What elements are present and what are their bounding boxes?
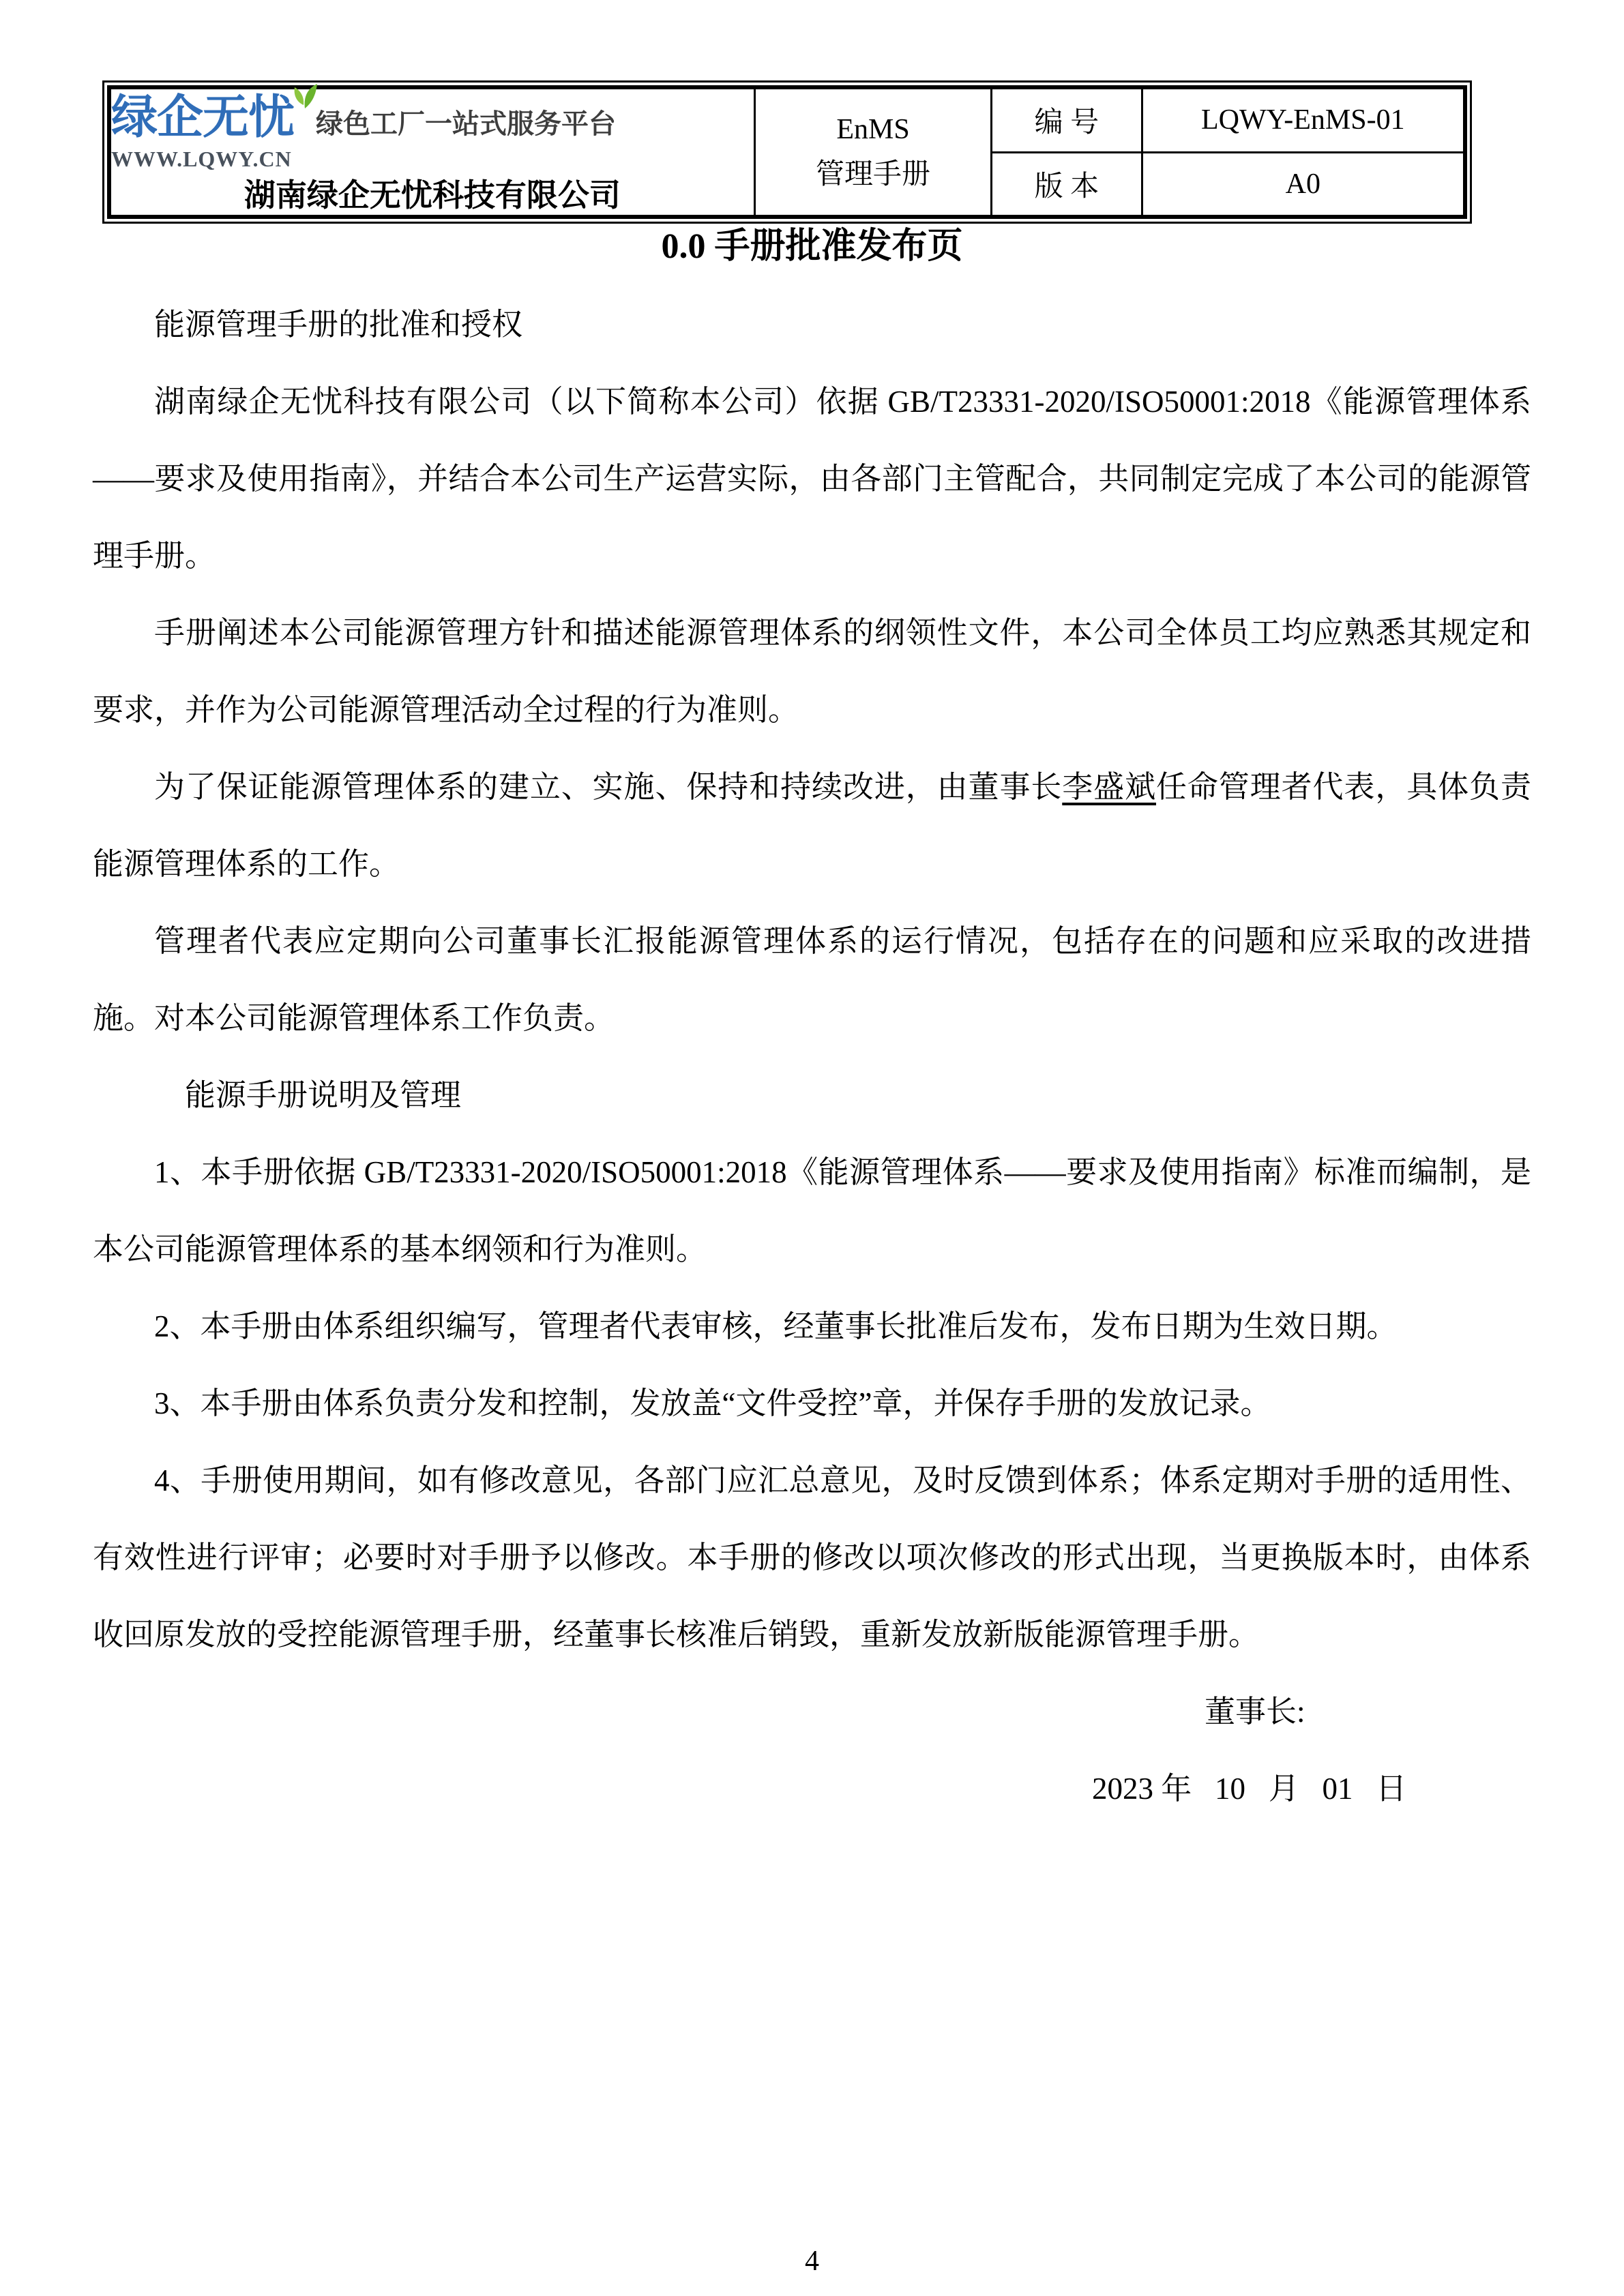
para-manual-scope: 手册阐述本公司能源管理方针和描述能源管理体系的纲领性文件，本公司全体员工均应熟悉其规定和要求，并作为公司能源管理活动全过程的行为准则。 — [93, 616, 1531, 727]
doc-no-label: 编 号 — [992, 89, 1142, 153]
logo-tagline: 绿色工厂一站式服务平台 — [316, 109, 617, 139]
company-name: 湖南绿企无忧科技有限公司 — [243, 177, 621, 213]
para-rule-1: 1、本手册依据 GB/T23331-2020/ISO50001:2018《能源管理体系——要求及使用指南》标准而编制，是本公司能源管理体系的基本纲领和行为准则。 — [93, 1155, 1531, 1266]
para-manual-management-heading: 能源手册说明及管理 — [185, 1078, 462, 1112]
para-intro: 湖南绿企无忧科技有限公司（以下简称本公司）依据 GB/T23331-2020/ISO50001:2018《能源管理体系——要求及使用指南》，并结合本公司生产运营实际，由各部门主管配合，共同制定完成了本公司的能源管理手册。 — [93, 385, 1531, 573]
para-rule-4: 4、手册使用期间，如有修改意见，各部门应汇总意见，及时反馈到体系；体系定期对手册的适用性、有效性进行评审；必要时对手册予以修改。本手册的修改以项次修改的形式出现，当更换版本时，由体系收回原发放的受控能源管理手册，经董事长核准后销毁，重新发放新版能源管理手册。 — [93, 1463, 1531, 1652]
para-rule-3: 3、本手册由体系负责分发和控制，发放盖“文件受控”章，并保存手册的发放记录。 — [154, 1386, 1271, 1420]
version-label: 版 本 — [992, 152, 1142, 216]
para-management-rep: 为了保证能源管理体系的建立、实施、保持和持续改进，由董事长李盛斌任命管理者代表，具体负责能源管理体系的工作。 — [93, 770, 1531, 881]
brand-logo — [111, 89, 294, 173]
doc-type-line2: 管理手册 — [816, 159, 931, 190]
page-title: 0.0 手册批准发布页 — [661, 227, 963, 266]
brand-logo-text: 绿企无忧 — [111, 91, 295, 143]
logo-company-cell — [110, 89, 755, 216]
logo-block — [111, 89, 754, 173]
header-table — [102, 80, 1472, 224]
signature-role: 董事长: — [1205, 1695, 1305, 1729]
signature-date: 2023 年 10 月 01 日 — [1092, 1772, 1407, 1806]
para-rep-duty: 管理者代表应定期向公司董事长汇报能源管理体系的运行情况，包括存在的问题和应采取的改进措施。对本公司能源管理体系工作负责。 — [93, 924, 1531, 1035]
logo-url-text: WWW.LQWY.CN — [111, 147, 292, 171]
document-body — [0, 286, 1624, 1828]
leaf-icon — [287, 83, 320, 113]
page-number: 4 — [805, 2246, 819, 2277]
doc-type-line1: EnMS — [836, 114, 910, 145]
para-rule-2: 2、本手册由体系组织编写，管理者代表审核，经董事长批准后发布，发布日期为生效日期。 — [154, 1309, 1398, 1343]
doc-type-cell — [754, 89, 991, 216]
version-value: A0 — [1142, 152, 1464, 216]
document-content — [0, 225, 1624, 1828]
doc-no-value: LQWY-EnMS-01 — [1142, 89, 1464, 153]
header-table-grid — [109, 87, 1465, 217]
para-authorization-heading: 能源管理手册的批准和授权 — [154, 308, 523, 342]
